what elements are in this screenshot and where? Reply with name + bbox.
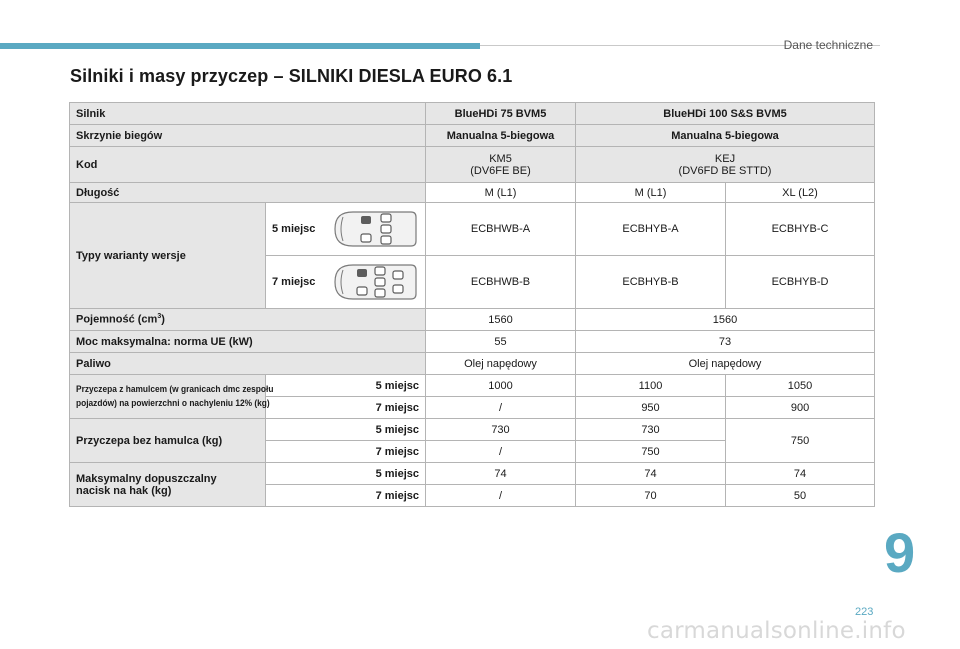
row-label-fuel: Paliwo: [70, 353, 426, 375]
power-col-2: 73: [576, 331, 875, 353]
unbraked-7-col-1: /: [426, 441, 576, 463]
variants-7-col-3: ECBHYB-D: [726, 256, 875, 309]
towball-label-line1: Maksymalny dopuszczalny: [76, 472, 217, 485]
variants-7-col-2: ECBHYB-B: [576, 256, 726, 309]
length-col-3: XL (L2): [726, 183, 875, 203]
braked-7-seats-label: 7 miejsc: [266, 397, 426, 419]
variants-7-col-1: ECBHWB-B: [426, 256, 576, 309]
braked-5-seats-label: 5 miejsc: [266, 375, 426, 397]
towball-5-col-2: 74: [576, 463, 726, 485]
page-number: 223: [855, 606, 874, 618]
section-title: Dane techniczne: [783, 38, 873, 52]
variants-5-seat-cell: [266, 203, 426, 256]
capacity-label-end: ): [161, 313, 165, 326]
table-row: [70, 353, 875, 375]
watermark: carmanualsonline.info: [647, 618, 906, 644]
fuel-col-2: Olej napędowy: [576, 353, 875, 375]
unbraked-7-col-2: 750: [576, 441, 726, 463]
braked-7-col-1: /: [426, 397, 576, 419]
towball-label-line2: nacisk na hak (kg): [76, 484, 172, 497]
code-col-1: [426, 147, 576, 183]
van-5-seat-layout-icon: [331, 209, 419, 249]
header-accent-bar: [0, 43, 480, 49]
variants-5-col-3: ECBHYB-C: [726, 203, 875, 256]
braked-5-col-2: 1100: [576, 375, 726, 397]
row-label-capacity: [70, 309, 426, 331]
variants-5-seats-label: 5 miejsc: [272, 223, 316, 235]
gearbox-col-2: Manualna 5-biegowa: [576, 125, 875, 147]
row-label-engine: Silnik: [70, 103, 426, 125]
table-row: [70, 183, 875, 203]
unbraked-7-seats-label: 7 miejsc: [266, 441, 426, 463]
engine-col-2: BlueHDi 100 S&S BVM5: [576, 103, 875, 125]
variants-5-col-1: ECBHWB-A: [426, 203, 576, 256]
towball-5-seats-label: 5 miejsc: [266, 463, 426, 485]
unbraked-5-col-2: 730: [576, 419, 726, 441]
chapter-number: 9: [884, 521, 916, 584]
row-label-power: Moc maksymalna: norma UE (kW): [70, 331, 426, 353]
length-col-2: M (L1): [576, 183, 726, 203]
unbraked-5-seats-label: 5 miejsc: [266, 419, 426, 441]
code-col-1-line2: (DV6FE BE): [470, 164, 531, 177]
fuel-col-1: Olej napędowy: [426, 353, 576, 375]
length-col-1: M (L1): [426, 183, 576, 203]
table-row: [70, 103, 875, 125]
code-col-2: [576, 147, 875, 183]
capacity-col-1: 1560: [426, 309, 576, 331]
code-col-2-line2: (DV6FD BE STTD): [678, 164, 772, 177]
braked-5-col-3: 1050: [726, 375, 875, 397]
table-row: [70, 203, 875, 256]
table-row: [70, 463, 875, 485]
page-title: Silniki i masy przyczep – SILNIKI DIESLA EURO 6.1: [70, 66, 513, 86]
table-row: [70, 125, 875, 147]
table-row: [70, 419, 875, 441]
row-label-length: Długość: [70, 183, 426, 203]
towball-7-seats-label: 7 miejsc: [266, 485, 426, 507]
braked-label-line2: pojazdów) na powierzchni o nachyleniu 12% (kg): [76, 397, 270, 409]
row-label-code: Kod: [70, 147, 426, 183]
unbraked-col-3-merged: 750: [726, 419, 875, 463]
towball-7-col-1: /: [426, 485, 576, 507]
towball-7-col-3: 50: [726, 485, 875, 507]
table-row: [70, 375, 875, 397]
braked-label-line1: Przyczepa z hamulcem (w granicach dmc zespołu: [76, 384, 274, 395]
braked-7-col-2: 950: [576, 397, 726, 419]
capacity-label-text: Pojemność (cm: [76, 313, 158, 326]
row-label-towball-load: [70, 463, 266, 507]
variants-5-col-2: ECBHYB-A: [576, 203, 726, 256]
table-row: [70, 331, 875, 353]
capacity-col-2: 1560: [576, 309, 875, 331]
code-col-2-line1: KEJ: [714, 152, 736, 165]
code-col-1-line1: KM5: [489, 152, 512, 165]
towball-5-col-1: 74: [426, 463, 576, 485]
van-7-seat-layout-icon: [331, 262, 419, 302]
row-label-braked-trailer: [70, 375, 274, 419]
towball-5-col-3: 74: [726, 463, 875, 485]
row-label-gearbox: Skrzynie biegów: [70, 125, 426, 147]
variants-7-seat-cell: [266, 256, 426, 309]
unbraked-5-col-1: 730: [426, 419, 576, 441]
braked-7-col-3: 900: [726, 397, 875, 419]
power-col-1: 55: [426, 331, 576, 353]
row-label-variants: Typy warianty wersje: [70, 203, 266, 309]
gearbox-col-1: Manualna 5-biegowa: [426, 125, 576, 147]
engine-specs-table: [69, 102, 875, 507]
engine-col-1: BlueHDi 75 BVM5: [426, 103, 576, 125]
towball-7-col-2: 70: [576, 485, 726, 507]
braked-5-col-1: 1000: [426, 375, 576, 397]
table-row: [70, 309, 875, 331]
capacity-unit-sup: 3: [157, 313, 162, 321]
variants-7-seats-label: 7 miejsc: [272, 276, 316, 288]
row-label-unbraked-trailer: Przyczepa bez hamulca (kg): [70, 419, 266, 463]
table-row: [70, 147, 875, 183]
